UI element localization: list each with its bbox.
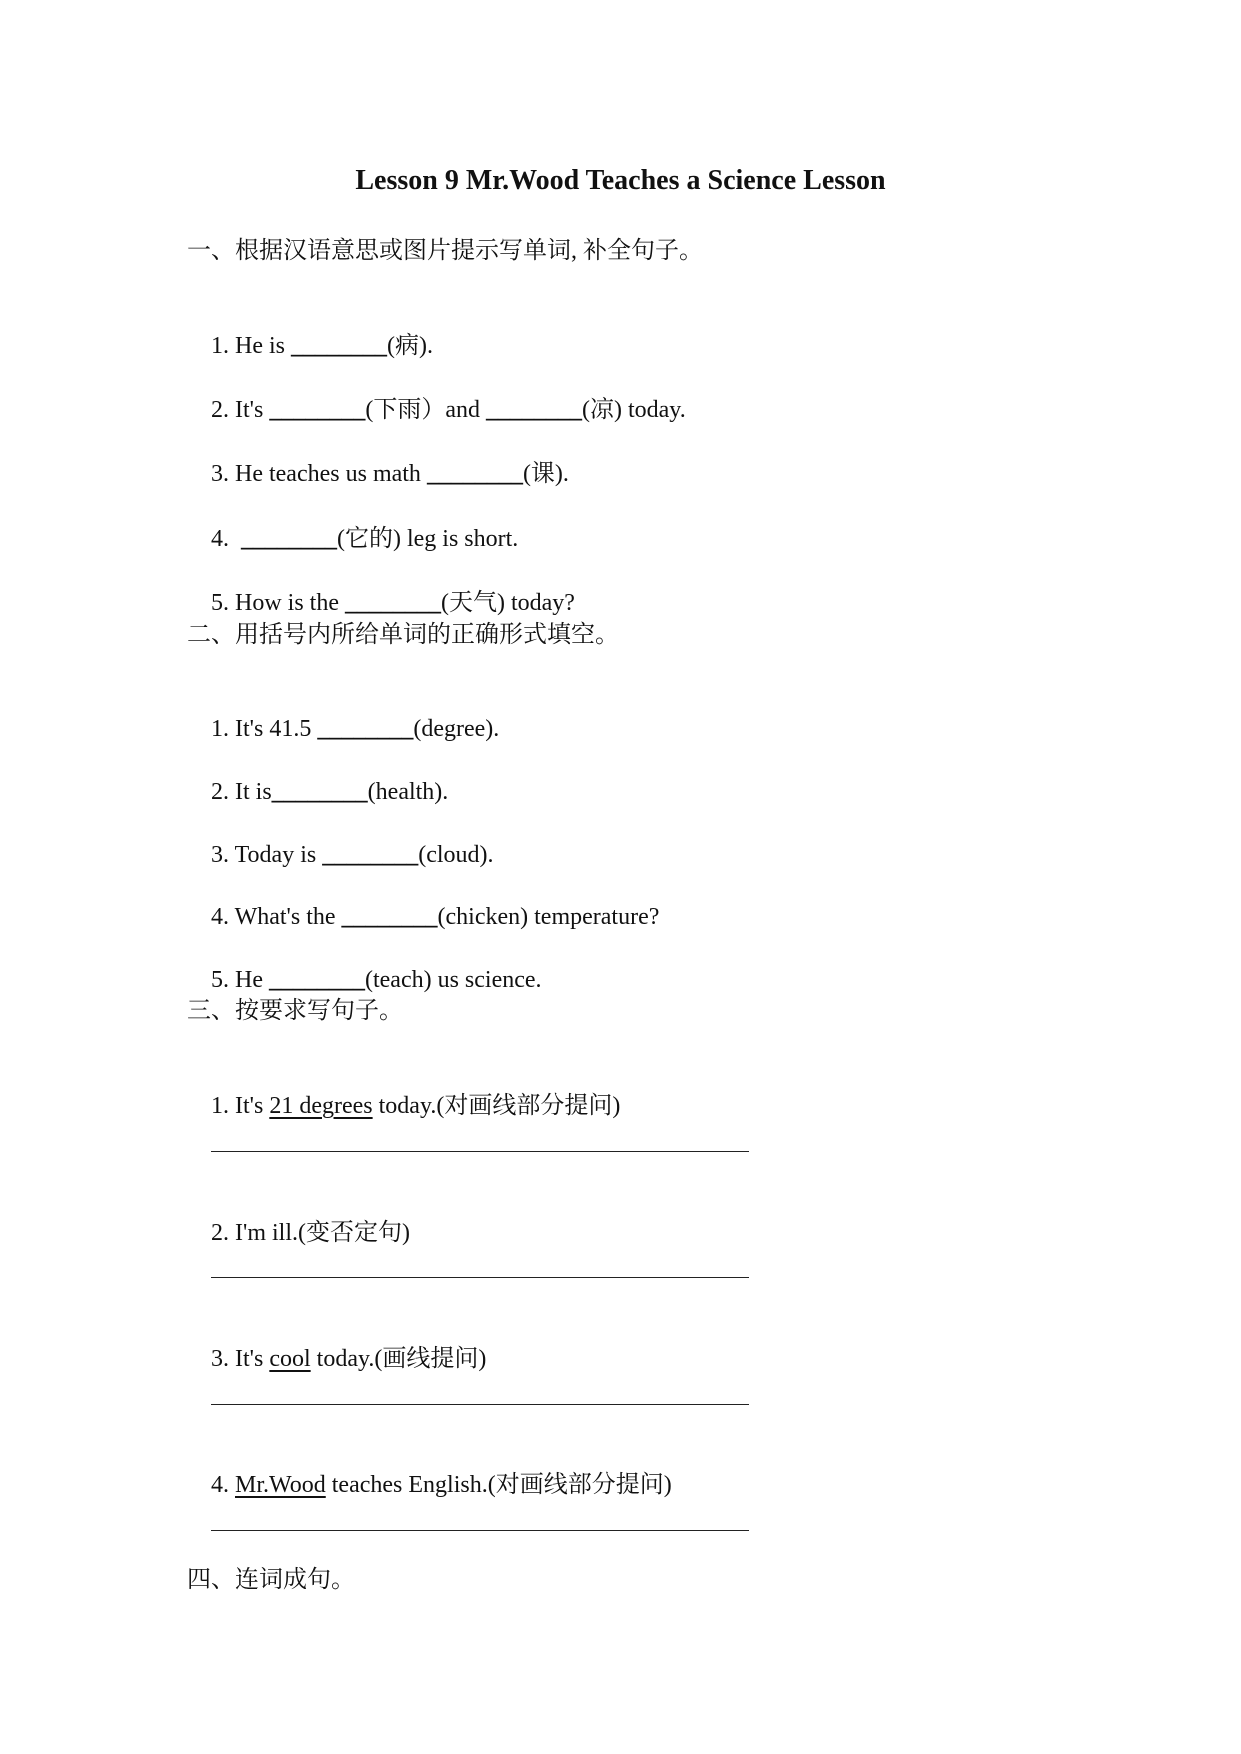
question-text: 2. It's bbox=[211, 397, 270, 423]
question-text: 1. He is bbox=[211, 333, 291, 359]
question-text: 4. bbox=[211, 526, 241, 552]
s3-question-4 bbox=[187, 1437, 672, 1533]
question-text: (天气) today? bbox=[441, 590, 575, 616]
answer-blank: ________ bbox=[241, 526, 337, 552]
s3-question-1 bbox=[187, 1058, 620, 1154]
answer-blank: ________ bbox=[271, 779, 368, 805]
question-text: today.(画线提问) bbox=[310, 1346, 487, 1372]
answer-line bbox=[211, 1404, 749, 1405]
underlined-phrase: 21 degrees bbox=[269, 1093, 373, 1119]
question-text: 1. It's 41.5 bbox=[211, 716, 318, 742]
question-text: 4. What's the bbox=[211, 904, 342, 930]
answer-line bbox=[211, 1530, 749, 1531]
question-text: (凉) today. bbox=[581, 397, 686, 423]
question-text: 5. He bbox=[211, 967, 269, 993]
answer-blank: ________ bbox=[322, 842, 419, 868]
section-1-heading: 一、根据汉语意思或图片提示写单词, 补全句子。 bbox=[187, 238, 703, 264]
answer-blank: ________ bbox=[269, 397, 366, 423]
question-text: 2. It is bbox=[211, 779, 272, 805]
section-4-heading: 四、连词成句。 bbox=[187, 1567, 355, 1593]
answer-blank: ________ bbox=[426, 461, 523, 487]
question-text: (teach) us science. bbox=[364, 967, 542, 993]
answer-blank: ________ bbox=[268, 967, 365, 993]
question-text: (degree). bbox=[413, 716, 500, 742]
question-text: 3. He teaches us math bbox=[211, 461, 427, 487]
answer-blank: ________ bbox=[341, 904, 438, 930]
s3-question-2 bbox=[187, 1185, 410, 1281]
underlined-phrase: cool bbox=[269, 1346, 311, 1372]
question-text: 5. How is the bbox=[211, 590, 345, 616]
question-text: (chicken) temperature? bbox=[437, 904, 660, 930]
answer-blank: ________ bbox=[485, 397, 582, 423]
question-text: 4. bbox=[211, 1472, 235, 1498]
answer-blank: ________ bbox=[291, 333, 387, 359]
section-2-heading: 二、用括号内所给单词的正确形式填空。 bbox=[187, 622, 619, 648]
underlined-phrase: Mr.Wood bbox=[235, 1472, 326, 1498]
question-text: teaches English.(对画线部分提问) bbox=[325, 1472, 672, 1498]
question-text: (下雨）and bbox=[365, 397, 486, 423]
answer-blank: ________ bbox=[345, 590, 441, 616]
question-text: (病). bbox=[387, 333, 433, 359]
question-text: (它的) leg is short. bbox=[337, 526, 519, 552]
question-text: 3. Today is bbox=[211, 842, 323, 868]
question-text: today.(对画线部分提问) bbox=[372, 1093, 621, 1119]
page-title: Lesson 9 Mr.Wood Teaches a Science Lesson bbox=[355, 165, 886, 196]
question-text: (health). bbox=[367, 779, 449, 805]
question-text: 1. It's bbox=[211, 1093, 270, 1119]
question-text: (cloud). bbox=[418, 842, 494, 868]
s3-question-3 bbox=[187, 1311, 486, 1407]
answer-line bbox=[211, 1277, 749, 1278]
answer-blank: ________ bbox=[317, 716, 414, 742]
section-3-heading: 三、按要求写句子。 bbox=[187, 998, 403, 1024]
question-text: 3. It's bbox=[211, 1346, 270, 1372]
question-text: (课). bbox=[522, 461, 569, 487]
question-text: 2. I'm ill.(变否定句) bbox=[211, 1220, 410, 1246]
answer-line bbox=[211, 1151, 749, 1152]
